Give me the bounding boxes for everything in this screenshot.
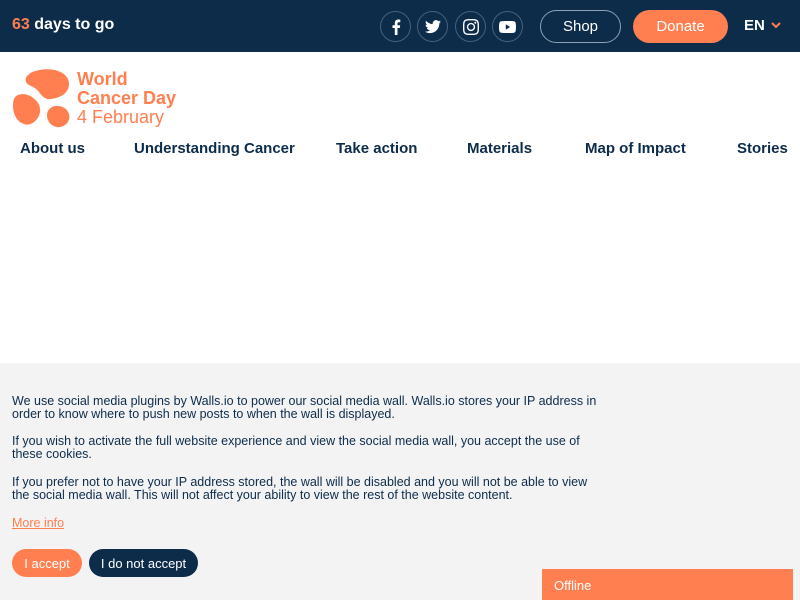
nav-take-action[interactable]: Take action [336, 140, 418, 157]
chevron-down-icon [771, 22, 781, 29]
twitter-link[interactable] [417, 11, 448, 42]
shop-button[interactable]: Shop [540, 10, 621, 43]
instagram-icon [463, 19, 479, 35]
nav-map-of-impact[interactable]: Map of Impact [585, 140, 686, 157]
nav-about-us[interactable]: About us [20, 140, 85, 157]
world-cancer-day-logo [12, 68, 72, 128]
facebook-link[interactable] [380, 11, 411, 42]
language-label: EN [744, 17, 765, 34]
nav-understanding-cancer[interactable]: Understanding Cancer [134, 140, 295, 157]
main-navigation [0, 140, 800, 160]
youtube-icon [499, 21, 516, 33]
consent-paragraph-2: If you wish to activate the full website experience and view the social media wall, you accept the use of these cookies. [12, 434, 580, 461]
countdown [12, 16, 114, 34]
instagram-link[interactable] [455, 11, 486, 42]
countdown-text: days to go [29, 16, 115, 33]
consent-paragraph-3: If you prefer not to have your IP address stored, the wall will be disabled and you will not be able to view the social media wall. This will not affect your ability to view the rest of the website content. [12, 475, 588, 502]
more-info-link[interactable]: More info [12, 516, 65, 530]
logo-line-2: Cancer Day [77, 88, 177, 108]
offline-badge[interactable]: Offline [542, 569, 793, 600]
cookie-consent-panel [0, 363, 800, 600]
countdown-number: 63 [12, 16, 30, 33]
logo-line-3: 4 February [77, 107, 165, 127]
nav-materials[interactable]: Materials [467, 140, 533, 157]
logo-text [77, 70, 176, 127]
decline-button[interactable]: I do not accept [89, 549, 198, 577]
donate-button[interactable]: Donate [633, 10, 728, 43]
consent-paragraph-1: We use social media plugins by Walls.io to power our social media wall. Walls.io stores your IP address in order to know where to push new posts to when the wall is displayed. [12, 394, 597, 421]
language-selector[interactable] [744, 17, 781, 34]
top-bar [0, 0, 800, 52]
logo-line-1: World [77, 69, 128, 89]
twitter-icon [425, 20, 441, 34]
accept-button[interactable]: I accept [12, 549, 82, 577]
facebook-icon [391, 19, 401, 35]
youtube-link[interactable] [492, 11, 523, 42]
nav-stories[interactable]: Stories [737, 140, 788, 157]
